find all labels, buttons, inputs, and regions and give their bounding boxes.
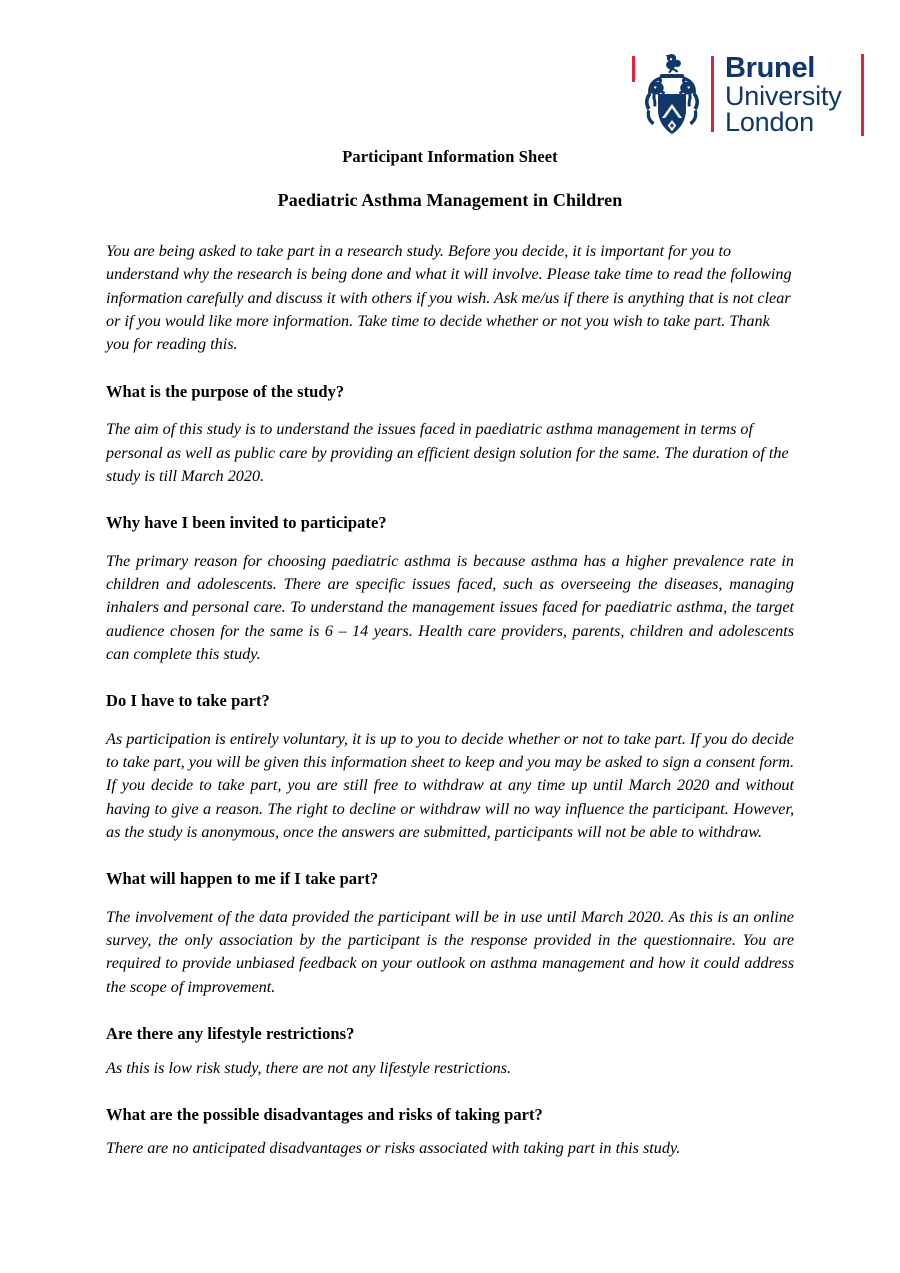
section-heading: Do I have to take part? (106, 691, 270, 711)
logo-red-rule-middle (711, 56, 714, 132)
section-paragraph: There are no anticipated disadvantages or risks associated with taking part in this study. (106, 1139, 681, 1158)
logo-red-rule-right (861, 54, 864, 136)
section-heading: Are there any lifestyle restrictions? (106, 1024, 355, 1044)
brunel-coat-of-arms-crest-icon (641, 52, 703, 140)
logo-wordmark (725, 52, 855, 136)
section-heading: What will happen to me if I take part? (106, 869, 379, 889)
section-purpose (106, 381, 794, 488)
section-heading: Why have I been invited to participate? (106, 513, 387, 533)
logo-wordmark-brunel: Brunel (725, 52, 816, 84)
logo-wordmark-london: London (725, 107, 814, 138)
section-heading: What is the purpose of the study? (106, 381, 345, 401)
logo-red-rule-left (632, 56, 635, 82)
section-paragraph: The primary reason for choosing paediatric asthma is because asthma has a higher prevalence rate in children and adolescents. There are specific issues faced, such as overseeing the diseases, managing inhalers and personal care. To understand the management issues faced for paediatric asthma, the target audience chosen for the same is 6 – 14 years. Health care providers, parents, children and adolescents can complete this study. (106, 551, 794, 663)
page-title: Participant Information Sheet (342, 147, 558, 166)
section-paragraph: As participation is entirely voluntary, it is up to you to decide whether or not to take part. If you do decide to take part, you will be given this information sheet to keep and you may be asked to sign a consent form. If you decide to take part, you are still free to withdraw at any time up until March 2020 and without having to give a reason. The right to decline or withdraw will no way influence the participant. However, as the study is anonymous, once the answers are submitted, participants will not be able to withdraw. (106, 729, 794, 842)
logo-wordmark-university: University (725, 80, 842, 111)
section-paragraph: As this is low risk study, there are not any lifestyle restrictions. (106, 1058, 512, 1077)
brunel-university-london-logo (632, 52, 864, 144)
section-lifestyle-restrictions (106, 1023, 794, 1080)
document-body (106, 146, 794, 1161)
section-take-part (106, 690, 794, 844)
section-what-happens (106, 868, 794, 999)
page-subtitle: Paediatric Asthma Management in Children (277, 190, 623, 211)
section-paragraph: The involvement of the data provided the participant will be in use until March 2020. As this is an online survey, the only association by the participant is the response provided in the questionnaire. You are required to provide unbiased feedback on your outlook on asthma management and how it could address the scope of improvement. (106, 907, 794, 996)
intro-paragraph: You are being asked to take part in a research study. Before you decide, it is important for you to understand why the research is being done and what it will involve. Please take time to read the following information carefully and discuss it with others if you wish. Ask me/us if there is anything that is not clear or if you would like more information. Take time to decide whether or not you wish to take part. Thank you for reading this. (106, 242, 792, 354)
section-disadvantages-risks (106, 1104, 794, 1161)
section-invited (106, 512, 794, 666)
section-paragraph: The aim of this study is to understand the issues faced in paediatric asthma management in terms of personal as well as public care by providing an efficient design solution for the same. The duration of the study is till March 2020. (106, 420, 789, 485)
section-heading: What are the possible disadvantages and risks of taking part? (106, 1104, 543, 1124)
